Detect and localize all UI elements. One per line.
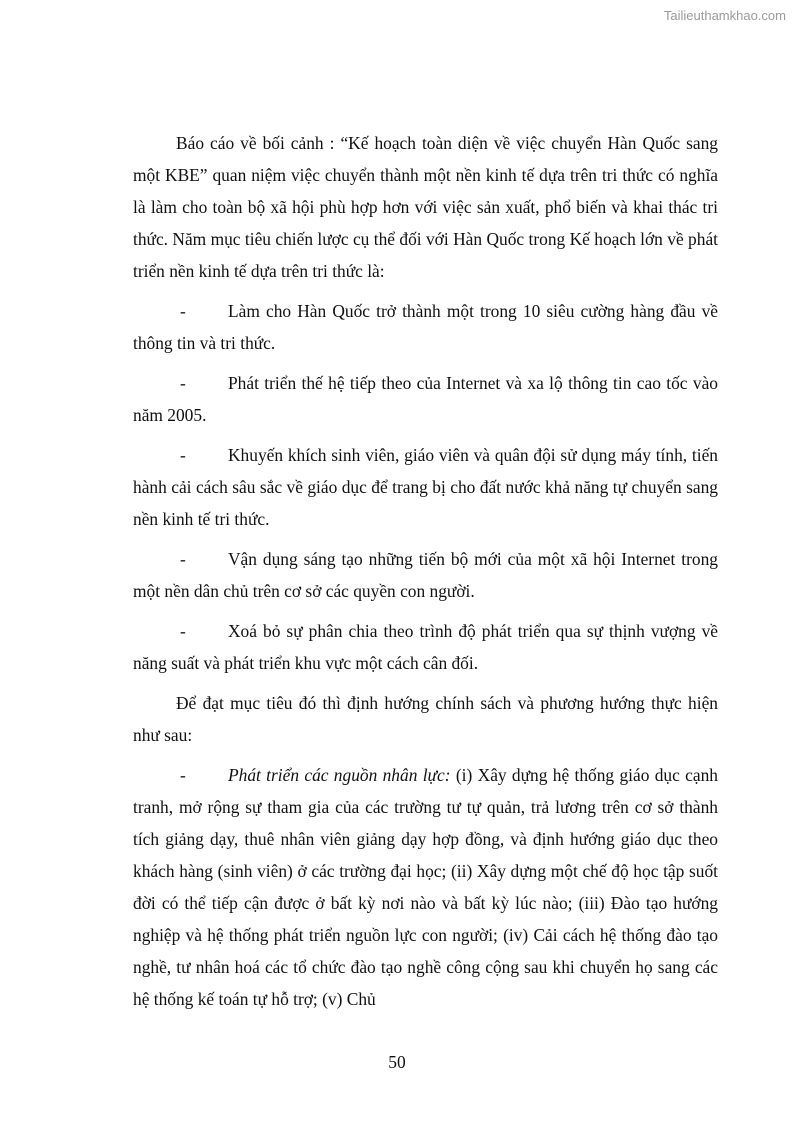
goal-item-4 bbox=[133, 543, 718, 607]
bullet-dash: - bbox=[180, 301, 186, 321]
goal-text: Xoá bỏ sự phân chia theo trình độ phát triển qua sự thịnh vượng về năng suất và phát triển khu vực một cách cân đối. bbox=[133, 621, 718, 673]
bullet-dash: - bbox=[180, 445, 186, 465]
watermark: Tailieuthamkhao.com bbox=[663, 8, 786, 23]
goal-item-3 bbox=[133, 439, 718, 535]
bullet-dash: - bbox=[180, 373, 186, 393]
document-body bbox=[133, 127, 718, 1023]
goal-item-1 bbox=[133, 295, 718, 359]
page-number: 50 bbox=[388, 1052, 406, 1072]
paragraph-context: Báo cáo về bối cảnh : “Kế hoạch toàn diện về việc chuyển Hàn Quốc sang một KBE” quan niệm việc chuyển thành một nền kinh tế dựa trên tri thức có nghĩa là làm cho toàn bộ xã hội phù hợp hơn với việc sản xuất, phổ biến và khai thác tri thức. Năm mục tiêu chiến lược cụ thể đối với Hàn Quốc trong Kế hoạch lớn về phát triển nền kinh tế dựa trên tri thức là: bbox=[133, 133, 718, 281]
paragraph-orientation: Để đạt mục tiêu đó thì định hướng chính sách và phương hướng thực hiện như sau: bbox=[133, 693, 718, 745]
bullet-dash: - bbox=[180, 621, 186, 641]
policy-item-human-resources bbox=[133, 759, 718, 1015]
goal-text: Vận dụng sáng tạo những tiến bộ mới của một xã hội Internet trong một nền dân chủ trên cơ sở các quyền con người. bbox=[133, 549, 718, 601]
policy-text: (i) Xây dựng hệ thống giáo dục cạnh tranh, mở rộng sự tham gia của các trường tư tự quản, trả lương trên cơ sở thành tích giảng dạy, thuê nhân viên giảng dạy hợp đồng, và định hướng giáo dục theo khách hàng (sinh viên) ở các trường đại học; (ii) Xây dựng một chế độ học tập suốt đời có thể tiếp cận được ở bất kỳ nơi nào và bất kỳ lúc nào; (iii) Đào tạo hướng nghiệp và hệ thống phát triển nguồn lực con người; (iv) Cải cách hệ thống đào tạo nghề, tư nhân hoá các tổ chức đào tạo nghề công cộng sau khi chuyển họ sang các hệ thống kế toán tự hỗ trợ; (v) Chủ bbox=[133, 765, 718, 1009]
goal-text: Làm cho Hàn Quốc trở thành một trong 10 siêu cường hàng đầu về thông tin và tri thức. bbox=[133, 301, 718, 353]
goal-item-2 bbox=[133, 367, 718, 431]
bullet-dash: - bbox=[180, 549, 186, 569]
goal-text: Khuyến khích sinh viên, giáo viên và quân đội sử dụng máy tính, tiến hành cải cách sâu sắc về giáo dục để trang bị cho đất nước khả năng tự chuyển sang nền kinh tế tri thức. bbox=[133, 445, 718, 529]
goal-text: Phát triển thế hệ tiếp theo của Internet và xa lộ thông tin cao tốc vào năm 2005. bbox=[133, 373, 718, 425]
goal-item-5 bbox=[133, 615, 718, 679]
bullet-dash: - bbox=[180, 765, 186, 785]
policy-title: Phát triển các nguồn nhân lực: bbox=[228, 765, 451, 785]
